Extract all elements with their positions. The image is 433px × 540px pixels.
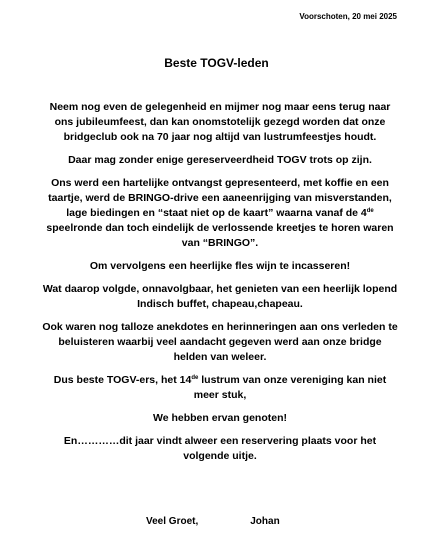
paragraph-4: Om vervolgens een heerlijke fles wijn te incasseren!	[89, 260, 351, 272]
paragraph-1: Neem nog even de gelegenheid en mijmer nog maar eens terug naar ons jubileumfeest, dan kan onomstotelijk gezegd worden dat onze bridgeclub ook na 70 jaar nog altijd van lustrumfeestjes houdt.	[49, 101, 391, 143]
signature-name: Johan	[250, 516, 280, 527]
closing-greeting: Veel Groet,	[146, 516, 199, 527]
paragraph-3-part-a: Ons werd een hartelijke ontvangst gepresenteerd, met koffie en een taartje, werd de BRINGO-drive een aaneenrijging van misverstanden, lage biedingen en “staat niet op de kaart” waarna vanaf de 4	[48, 177, 392, 219]
paragraph-7-part-a: Dus beste TOGV-ers, het 14	[53, 374, 192, 386]
ordinal-suffix: de	[366, 208, 374, 214]
paragraph-5: Wat daarop volgde, onnavolgbaar, het genieten van een heerlijk lopend Indisch buffet, chapeau,chapeau.	[42, 283, 398, 310]
ordinal-suffix: de	[191, 375, 199, 381]
paragraph-8: We hebben ervan genoten!	[153, 412, 287, 424]
paragraph-7-part-b: lustrum van onze vereniging kan niet meer stuk,	[193, 374, 387, 401]
letter-closing	[146, 516, 280, 527]
letter-date: Voorschoten, 20 mei 2025	[299, 12, 397, 21]
paragraph-9: En…………dit jaar vindt alweer een reservering plaats voor het volgende uitje.	[63, 435, 377, 462]
paragraph-7	[40, 373, 400, 403]
letter-heading: Beste TOGV-leden	[164, 56, 269, 70]
letter-body	[40, 100, 400, 472]
paragraph-6: Ook waren nog talloze anekdotes en herinneringen aan ons verleden te beluisteren waarbij veel aandacht gegeven werd aan onze bridge helden van weleer.	[42, 321, 398, 363]
paragraph-3	[40, 176, 400, 251]
paragraph-2: Daar mag zonder enige gereserveerdheid TOGV trots op zijn.	[68, 154, 372, 166]
paragraph-3-part-b: speelronde dan toch eindelijk de verlossende kreetjes te horen waren van “BRINGO”.	[46, 222, 394, 249]
